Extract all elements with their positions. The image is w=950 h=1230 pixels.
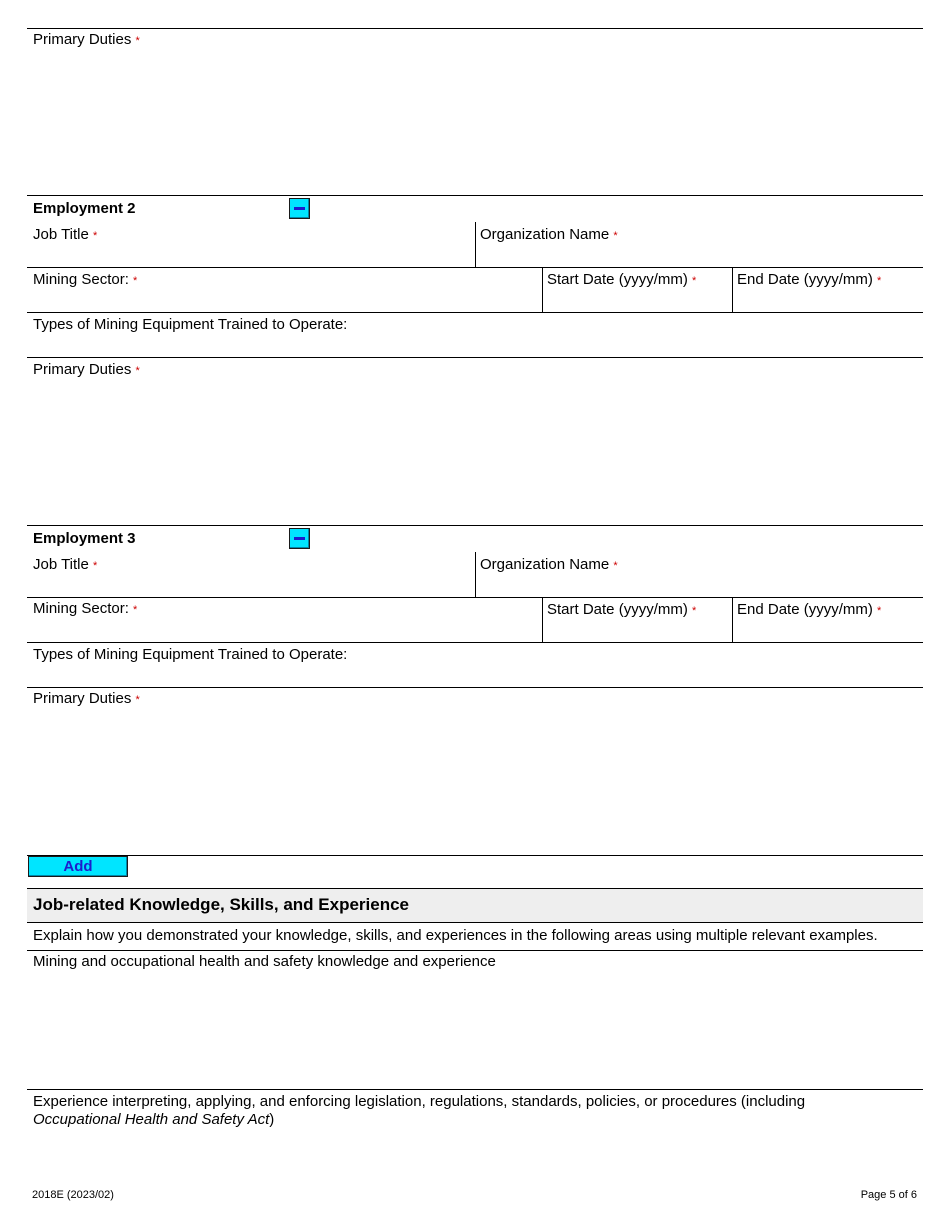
equipment-input[interactable]	[28, 664, 922, 686]
divider	[27, 357, 923, 358]
start-date-input[interactable]	[544, 619, 731, 641]
primary-duties-label: Primary Duties *	[33, 361, 140, 378]
divider	[27, 855, 923, 856]
divider	[27, 597, 923, 598]
start-date-label: Start Date (yyyy/mm) *	[547, 601, 697, 618]
employment-3-heading: Employment 3	[33, 530, 136, 547]
required-marker: *	[93, 230, 98, 242]
divider	[27, 267, 923, 268]
end-date-label: End Date (yyyy/mm) *	[737, 601, 882, 618]
organization-name-input[interactable]	[477, 244, 922, 266]
job-title-label: Job Title *	[33, 226, 98, 243]
equipment-label: Types of Mining Equipment Trained to Operate:	[33, 316, 348, 333]
divider	[27, 950, 923, 951]
required-marker: *	[692, 275, 697, 287]
divider	[27, 922, 923, 923]
divider	[542, 597, 543, 642]
primary-duties-textarea[interactable]	[28, 709, 922, 853]
equipment-input[interactable]	[28, 334, 922, 356]
section-instructions: Explain how you demonstrated your knowledge, skills, and experiences in the following areas using multiple relevant examples.	[33, 927, 878, 944]
primary-duties-label: Primary Duties *	[33, 690, 140, 707]
legislation-experience-label: Experience interpreting, applying, and enforcing legislation, regulations, standards, policies, or procedures (including Occupational Health and Safety Act)	[33, 1093, 806, 1128]
divider	[27, 525, 923, 526]
divider	[27, 687, 923, 688]
organization-name-input[interactable]	[477, 574, 922, 596]
divider	[27, 642, 923, 643]
mining-sector-label: Mining Sector: *	[33, 271, 138, 288]
primary-duties-textarea[interactable]	[28, 380, 922, 524]
divider	[27, 1089, 923, 1090]
required-marker: *	[613, 230, 618, 242]
divider	[27, 28, 923, 29]
remove-employment-3-button[interactable]	[289, 528, 310, 549]
equipment-label: Types of Mining Equipment Trained to Operate:	[33, 646, 348, 663]
required-marker: *	[135, 365, 140, 377]
form-code: 2018E (2023/02)	[32, 1189, 114, 1201]
required-marker: *	[692, 605, 697, 617]
divider	[732, 267, 733, 312]
start-date-input[interactable]	[544, 289, 731, 311]
divider	[475, 552, 476, 597]
divider	[27, 195, 923, 196]
minus-icon	[294, 207, 305, 210]
legislation-experience-textarea[interactable]	[28, 1130, 922, 1180]
required-marker: *	[135, 35, 140, 47]
required-marker: *	[133, 604, 138, 616]
minus-icon	[294, 537, 305, 540]
primary-duties-textarea[interactable]	[28, 50, 922, 194]
ohs-knowledge-textarea[interactable]	[28, 972, 922, 1088]
ohs-knowledge-label: Mining and occupational health and safety knowledge and experience	[33, 953, 496, 970]
required-marker: *	[93, 560, 98, 572]
required-marker: *	[135, 694, 140, 706]
section-title: Job-related Knowledge, Skills, and Experience	[33, 895, 410, 914]
organization-name-label: Organization Name *	[480, 226, 618, 243]
end-date-input[interactable]	[734, 619, 922, 641]
primary-duties-label: Primary Duties *	[33, 31, 140, 48]
required-marker: *	[877, 605, 882, 617]
divider	[27, 312, 923, 313]
mining-sector-select[interactable]	[28, 619, 541, 641]
start-date-label: Start Date (yyyy/mm) *	[547, 271, 697, 288]
divider	[542, 267, 543, 312]
required-marker: *	[133, 275, 138, 287]
job-title-input[interactable]	[28, 244, 474, 266]
remove-employment-2-button[interactable]	[289, 198, 310, 219]
divider	[475, 222, 476, 267]
required-marker: *	[877, 275, 882, 287]
end-date-input[interactable]	[734, 289, 922, 311]
organization-name-label: Organization Name *	[480, 556, 618, 573]
mining-sector-label: Mining Sector: *	[33, 600, 138, 617]
divider	[732, 597, 733, 642]
job-title-label: Job Title *	[33, 556, 98, 573]
required-marker: *	[613, 560, 618, 572]
employment-2-heading: Employment 2	[33, 200, 136, 217]
page-number: Page 5 of 6	[860, 1189, 917, 1201]
add-employment-button[interactable]: Add	[28, 856, 128, 877]
end-date-label: End Date (yyyy/mm) *	[737, 271, 882, 288]
job-title-input[interactable]	[28, 574, 474, 596]
mining-sector-select[interactable]	[28, 289, 541, 311]
